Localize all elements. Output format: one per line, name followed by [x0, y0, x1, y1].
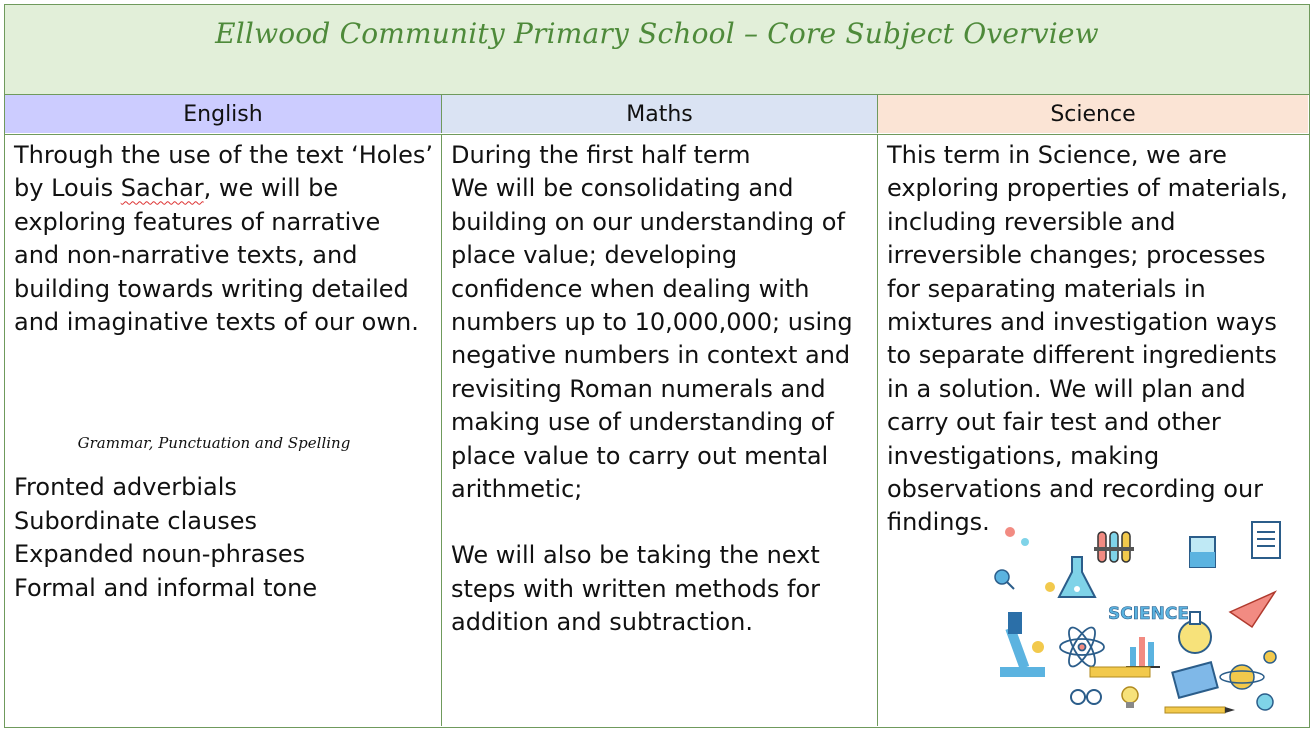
- title-row: [5, 5, 1309, 95]
- science-doodle-image: [990, 517, 1290, 717]
- magnifier-icon: [995, 570, 1009, 584]
- list-item: Expanded noun-phrases: [14, 540, 306, 569]
- science-header: Science: [877, 95, 1308, 133]
- ruler-icon: [1090, 667, 1150, 677]
- body-row: [5, 135, 1309, 726]
- english-intro: [14, 139, 433, 339]
- clipboard-icon: [1252, 522, 1280, 558]
- maths-cell: [441, 135, 877, 726]
- radiation-icon: [1257, 694, 1273, 710]
- gps-list: [14, 471, 433, 605]
- cell-icon: [1021, 538, 1029, 546]
- english-cell: [5, 135, 441, 726]
- maths-header: Maths: [441, 95, 877, 133]
- sponge-icon: [1264, 651, 1276, 663]
- list-item: Formal and informal tone: [14, 573, 318, 602]
- beaker-icon: [1190, 537, 1215, 567]
- pencil-icon: [1165, 707, 1235, 713]
- science-text: This term in Science, we are exploring properties of materials, including reversible and irreversible changes; processes for separating materials in mixtures and investigation ways to separate different ingredients in a solution. We will plan and carry out fair test and other investigations, making observations and recording our findings.: [887, 141, 1288, 537]
- list-item: Subordinate clauses: [14, 506, 257, 535]
- science-cell: [877, 135, 1308, 726]
- list-item: Fronted adverbials: [14, 473, 237, 502]
- gps-heading: Grammar, Punctuation and Spelling: [77, 434, 351, 453]
- maths-para1: We will be consolidating and building on our understanding of place value; developing confidence when dealing with numbers up to 10,000,000; using negative numbers in context and revisiting Roman numerals and making use of understanding of place value to carry out mental arithmetic;: [451, 174, 853, 504]
- science-label: SCIENCE: [1108, 604, 1189, 624]
- test-tubes-icon: [1094, 532, 1134, 562]
- bacteria-icon: [1005, 527, 1015, 537]
- english-intro-end: , we will be exploring features of narrative and non-narrative texts, and building towards writing detailed and imaginative texts of our own.: [14, 174, 419, 337]
- maths-para2: We will also be taking the next steps with written methods for addition and subtraction.: [451, 541, 820, 637]
- maths-line1: During the first half term: [451, 141, 751, 169]
- english-header: English: [5, 95, 441, 133]
- page-title: Ellwood Community Primary School – Core Subject Overview: [215, 17, 1099, 50]
- misspelled-word: Sachar: [120, 174, 204, 203]
- english-intro-start: Through the use of the text ‘Holes’ by Louis: [14, 141, 434, 203]
- subject-overview-table: [4, 4, 1310, 728]
- paragraph-gap: [451, 506, 869, 539]
- header-row: [5, 95, 1309, 135]
- molecule-icon: [1045, 582, 1055, 592]
